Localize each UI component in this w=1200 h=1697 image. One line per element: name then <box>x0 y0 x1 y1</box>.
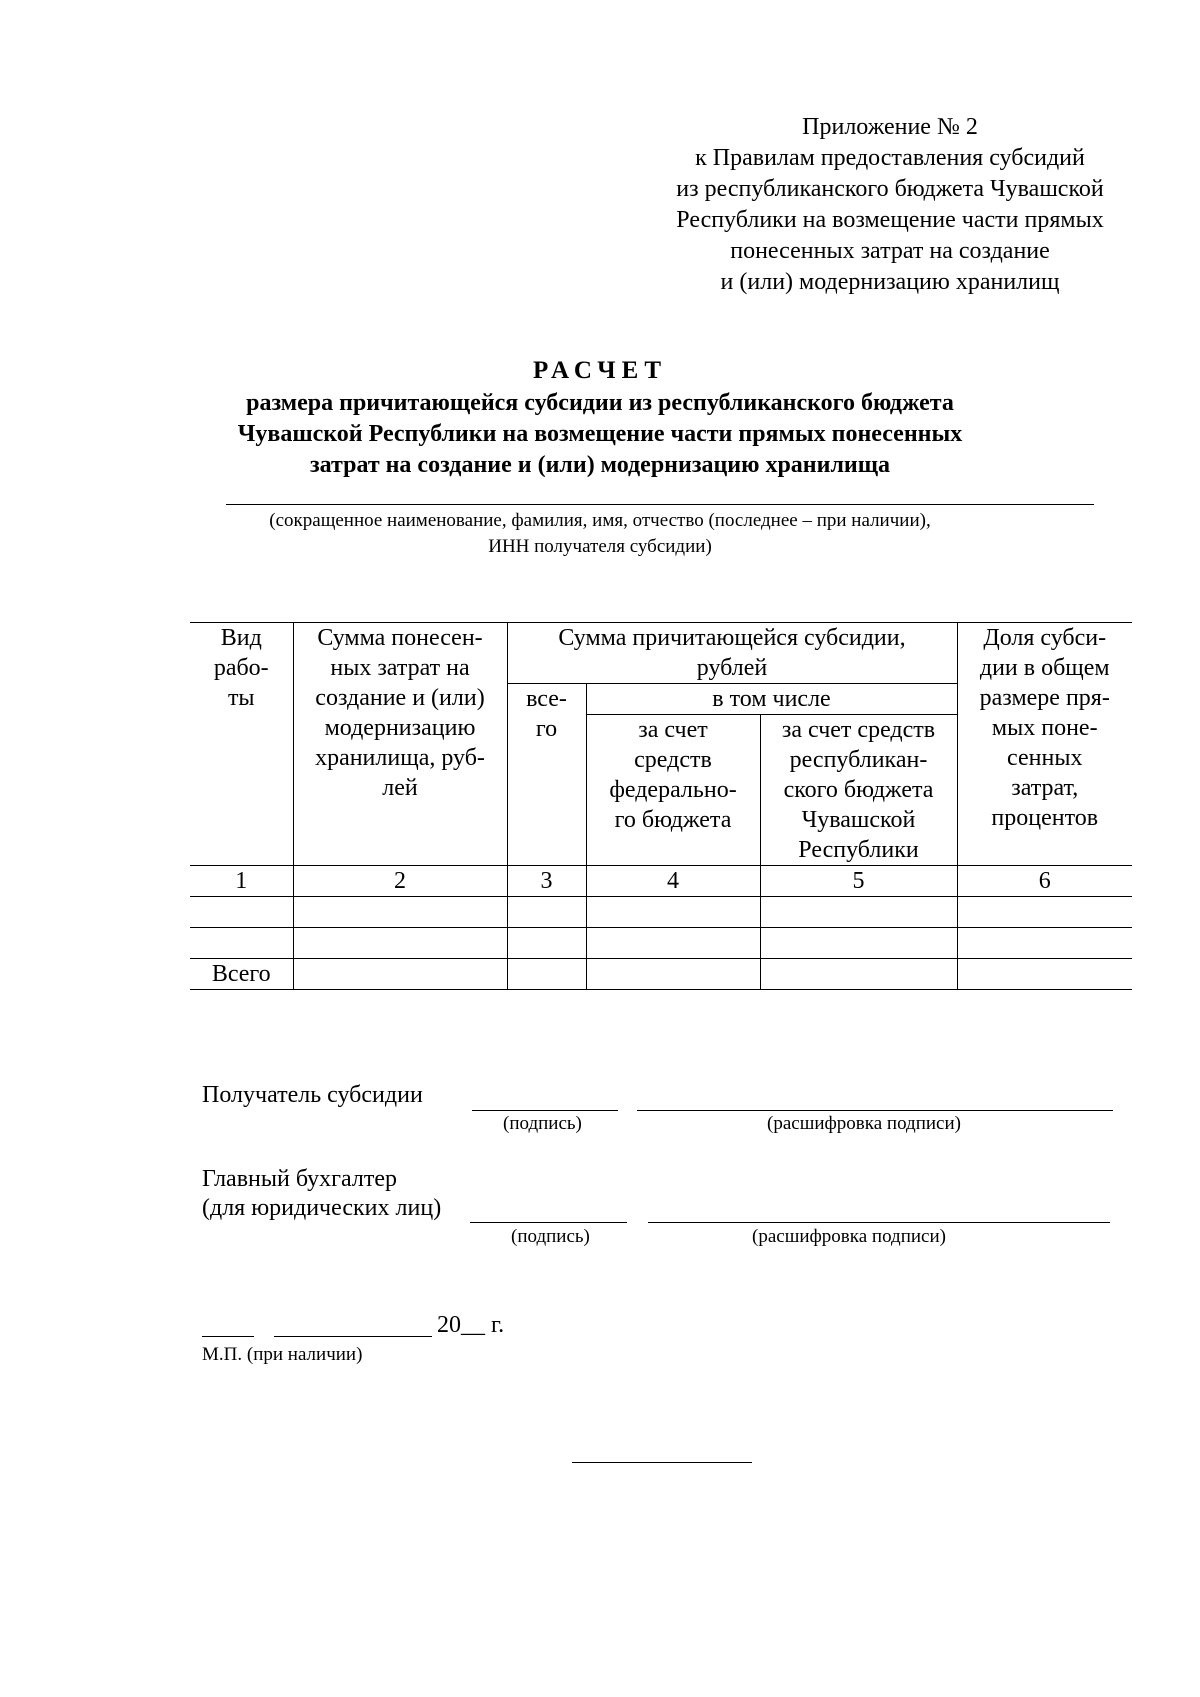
appendix-line: понесенных затрат на создание <box>730 238 1050 264</box>
transcript-caption: (расшифровка подписи) <box>752 1226 946 1247</box>
closing-separator <box>572 1462 752 1463</box>
total-label: Всего <box>190 959 293 990</box>
table-cell[interactable] <box>293 928 507 959</box>
document-title: РАСЧЕТ <box>532 357 667 384</box>
table-cell[interactable] <box>293 959 507 990</box>
table-cell[interactable] <box>760 959 957 990</box>
table-cell[interactable] <box>760 928 957 959</box>
header-share: Доля субси- дии в общем размере пря- мых поне- сенных затрат, процентов <box>957 623 1132 866</box>
seal-note: М.П. (при наличии) <box>202 1344 363 1365</box>
date-year: 20__ г. <box>437 1312 505 1338</box>
table-cell[interactable] <box>507 959 586 990</box>
header-costs: Сумма понесен- ных затрат на создание и (или) модернизацию хранилища, руб- лей <box>293 623 507 866</box>
accountant-signature-field[interactable] <box>470 1222 627 1223</box>
recipient-signature-field[interactable] <box>472 1110 618 1111</box>
column-number: 5 <box>760 866 957 897</box>
document-subtitle <box>100 388 1100 481</box>
header-subsidy: Сумма причитающейся субсидии, рублей <box>507 623 957 684</box>
header-including: в том числе <box>586 684 957 715</box>
appendix-line: к Правилам предоставления субсидий <box>695 145 1085 171</box>
table-cell[interactable] <box>586 897 760 928</box>
appendix-line: из республиканского бюджета Чувашской <box>676 176 1104 202</box>
header-total: все- го <box>507 684 586 866</box>
calculation-table <box>190 622 1132 990</box>
table-cell[interactable] <box>507 928 586 959</box>
table-cell[interactable] <box>293 897 507 928</box>
total-row <box>190 959 1132 990</box>
accountant-transcript-field[interactable] <box>648 1222 1110 1223</box>
legal-entities-label: (для юридических лиц) <box>202 1195 442 1221</box>
caption-line: (сокращенное наименование, фамилия, имя, отчество (последнее – при наличии), <box>269 510 931 531</box>
table-row <box>190 928 1132 959</box>
table-cell[interactable] <box>957 928 1132 959</box>
header-republic: за счет средств республикан- ского бюджета Чувашской Республики <box>760 715 957 866</box>
table-cell[interactable] <box>760 897 957 928</box>
column-number-row <box>190 866 1132 897</box>
subtitle-line: Чувашской Республики на возмещение части прямых понесенных <box>237 421 963 447</box>
subtitle-line: размера причитающейся субсидии из республиканского бюджета <box>246 390 954 416</box>
date-month-field[interactable] <box>274 1336 432 1337</box>
subtitle-line: затрат на создание и (или) модернизацию хранилища <box>309 452 891 478</box>
recipient-label: Получатель субсидии <box>202 1082 423 1108</box>
caption-line: ИНН получателя субсидии) <box>488 536 712 557</box>
table-cell[interactable] <box>957 897 1132 928</box>
table-cell[interactable] <box>190 928 293 959</box>
signature-caption: (подпись) <box>503 1113 582 1134</box>
header-federal: за счет средств федерально- го бюджета <box>586 715 760 866</box>
signature-caption: (подпись) <box>511 1226 590 1247</box>
appendix-header <box>600 112 1180 298</box>
chief-accountant-label: Главный бухгалтер <box>202 1166 397 1192</box>
recipient-name-field[interactable] <box>226 504 1094 505</box>
date-day-field[interactable] <box>202 1336 254 1337</box>
column-number: 2 <box>293 866 507 897</box>
table-row <box>190 897 1132 928</box>
recipient-name-caption <box>150 508 1050 560</box>
column-number: 6 <box>957 866 1132 897</box>
appendix-line: Республики на возмещение части прямых <box>676 207 1104 233</box>
table-cell[interactable] <box>957 959 1132 990</box>
table-cell[interactable] <box>586 928 760 959</box>
header-row <box>190 623 1132 684</box>
header-work-type: Вид рабо- ты <box>190 623 293 866</box>
table-cell[interactable] <box>507 897 586 928</box>
table-cell[interactable] <box>190 897 293 928</box>
recipient-transcript-field[interactable] <box>637 1110 1113 1111</box>
column-number: 4 <box>586 866 760 897</box>
appendix-line: и (или) модернизацию хранилищ <box>720 269 1060 295</box>
transcript-caption: (расшифровка подписи) <box>767 1113 961 1134</box>
column-number: 1 <box>190 866 293 897</box>
column-number: 3 <box>507 866 586 897</box>
table-cell[interactable] <box>586 959 760 990</box>
appendix-line: Приложение № 2 <box>802 114 978 140</box>
